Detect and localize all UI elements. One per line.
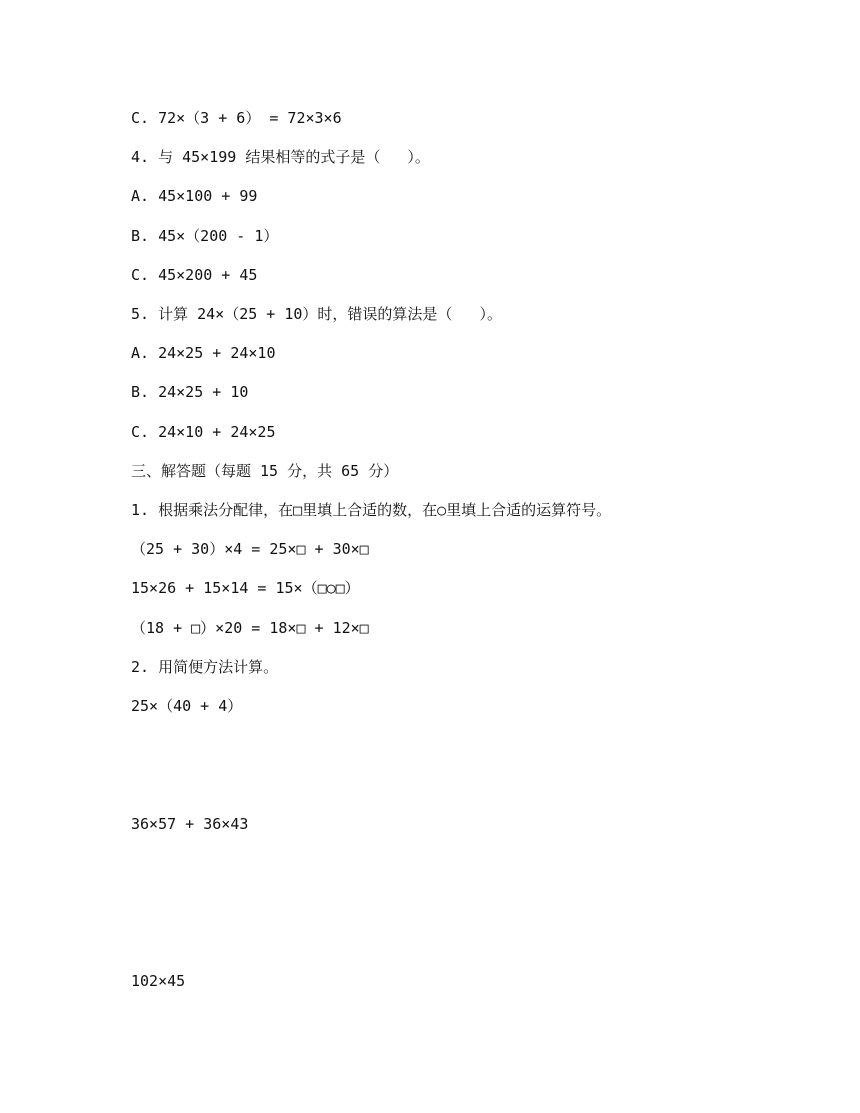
- option-c-q5: C. 24×10 + 24×25: [131, 423, 276, 441]
- option-a-q4: A. 45×100 + 99: [131, 187, 258, 205]
- problem-1: 1. 根据乘法分配律，在□里填上合适的数，在○里填上合适的运算符号。: [131, 501, 612, 519]
- equation-1: （25 + 30）×4 = 25×□ + 30×□: [131, 540, 369, 558]
- calc-item-2: 36×57 + 36×43: [131, 815, 249, 833]
- question-5: 5. 计算 24×（25 + 10）时，错误的算法是（ ）。: [131, 305, 503, 323]
- option-a-q5: A. 24×25 + 24×10: [131, 344, 276, 362]
- equation-3: （18 + □）×20 = 18×□ + 12×□: [131, 619, 369, 637]
- calc-item-3: 102×45: [131, 972, 186, 990]
- equation-2: 15×26 + 15×14 = 15×（□○□）: [131, 579, 360, 597]
- calc-item-1: 25×（40 + 4）: [131, 697, 243, 715]
- question-4: 4. 与 45×199 结果相等的式子是（ ）。: [131, 148, 430, 166]
- option-c-q4: C. 45×200 + 45: [131, 266, 258, 284]
- section-heading: 三、解答题（每题 15 分，共 65 分）: [131, 462, 399, 480]
- option-b-q5: B. 24×25 + 10: [131, 383, 249, 401]
- problem-2: 2. 用简便方法计算。: [131, 658, 279, 676]
- option-c-q3: C. 72×（3 + 6） = 72×3×6: [131, 109, 342, 127]
- option-b-q4: B. 45×（200 - 1）: [131, 227, 279, 245]
